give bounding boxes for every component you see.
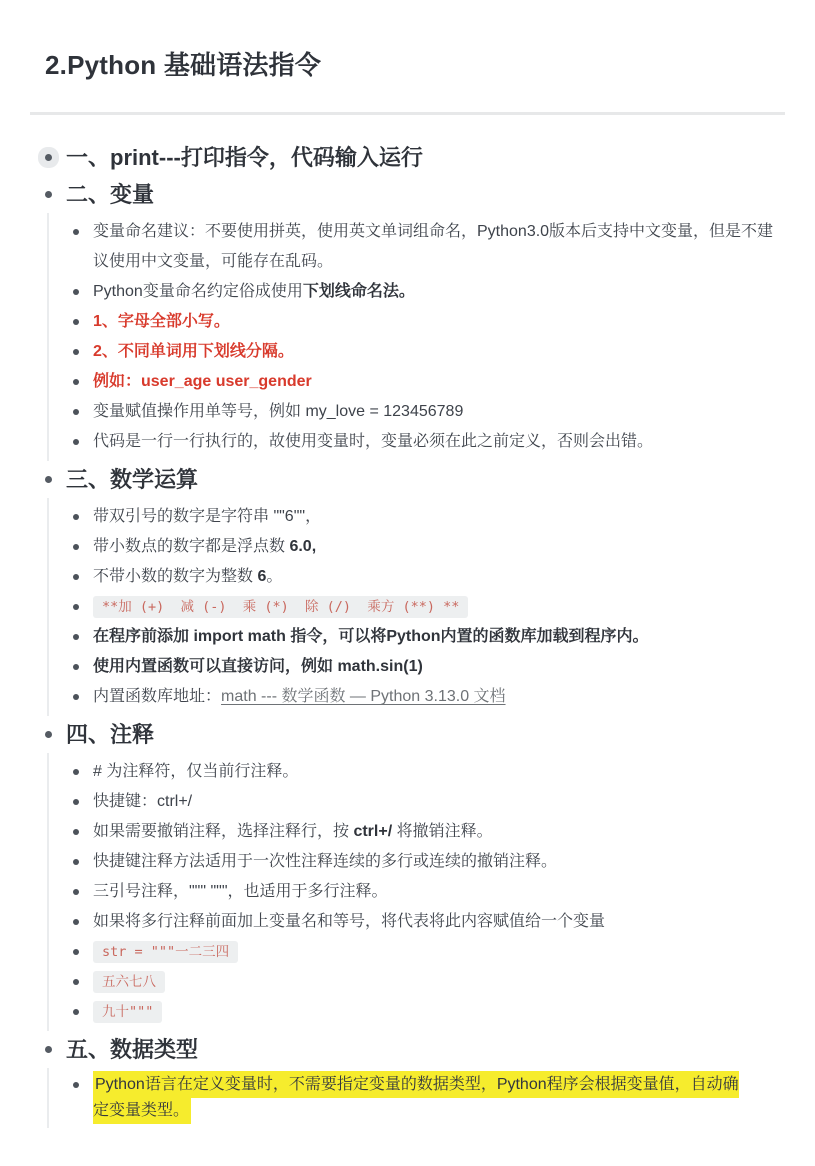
heading-label: 五、数据类型 xyxy=(66,1037,199,1062)
text-run: 快捷键：ctrl+/ xyxy=(93,793,193,810)
text-run: 带小数点的数字都是浮点数 xyxy=(93,538,290,555)
text-run: 将撤销注释。 xyxy=(392,823,493,840)
text-run: 下划线命名法。 xyxy=(302,283,415,300)
list-item xyxy=(49,592,785,622)
heading-label: 四、注释 xyxy=(66,722,155,747)
text-run: 6.0, xyxy=(289,538,317,555)
bullet-icon xyxy=(30,191,66,198)
outline-heading xyxy=(30,716,785,753)
text-run: 不带小数的数字为整数 xyxy=(93,568,258,585)
list-item xyxy=(49,682,785,712)
inline-code: str = """一二三四 xyxy=(93,941,238,963)
toggle-bullet-icon[interactable] xyxy=(30,154,66,161)
text-run: 三引号注释，""" """，也适用于多行注释。 xyxy=(93,883,388,900)
bullet-icon xyxy=(30,731,66,738)
outline-heading xyxy=(30,176,785,213)
list-item xyxy=(49,967,785,997)
list-item xyxy=(49,757,785,787)
list-item xyxy=(49,907,785,937)
heading-label: 三、数学运算 xyxy=(66,467,199,492)
text-run: ctrl+/ xyxy=(353,823,393,840)
list-item xyxy=(49,397,785,427)
list-item xyxy=(49,1072,747,1124)
text-run: 快捷键注释方法适用于一次性注释连续的多行或连续的撤销注释。 xyxy=(93,853,558,870)
bullet-dot xyxy=(45,731,52,738)
list-item xyxy=(49,307,785,337)
text-run: 如果将多行注释前面加上变量名和等号，将代表将此内容赋值给一个变量 xyxy=(93,913,606,930)
list-item xyxy=(49,787,785,817)
sub-list xyxy=(47,498,785,716)
text-run: 变量命名建议：不要使用拼英，使用英文单词组命名，Python3.0版本后支持中文变量，但是不建议使用中文变量，可能存在乱码。 xyxy=(93,223,774,270)
horizontal-divider xyxy=(30,112,785,115)
highlighted-text: Python语言在定义变量时，不需要指定变量的数据类型，Python程序会根据变量值，自动确定变量类型。 xyxy=(93,1071,739,1124)
list-item xyxy=(49,427,785,457)
list-item xyxy=(49,562,785,592)
heading-label: 二、变量 xyxy=(66,182,155,207)
text-run: 。 xyxy=(266,568,283,585)
list-item xyxy=(49,277,785,307)
bullet-dot xyxy=(45,191,52,198)
text-run: 6 xyxy=(257,568,267,585)
list-item xyxy=(49,652,785,682)
bullet-dot xyxy=(45,154,52,161)
inline-code: 五六七八 xyxy=(93,971,165,993)
bullet-icon xyxy=(30,476,66,483)
list-item xyxy=(49,847,785,877)
list-item xyxy=(49,502,785,532)
outline-heading xyxy=(30,461,785,498)
text-run: Python变量命名约定俗成使用 xyxy=(93,283,303,300)
document-page xyxy=(0,47,815,1128)
text-run: # 为注释符，仅当前行注释。 xyxy=(93,763,299,780)
text-run: 使用内置函数可以直接访问，例如 math.sin(1) xyxy=(93,658,423,675)
text-run: 如果需要撤销注释，选择注释行，按 xyxy=(93,823,354,840)
inline-code: 九十""" xyxy=(93,1001,162,1023)
inline-code: **加 (+) 减 (-) 乘 (*) 除 (/) 乘方 (**) ** xyxy=(93,596,468,618)
list-item xyxy=(49,532,785,562)
outline-heading xyxy=(30,1031,785,1068)
text-run: 代码是一行一行执行的，故使用变量时，变量必须在此之前定义，否则会出错。 xyxy=(93,433,654,450)
list-item xyxy=(49,937,785,967)
text-run: 在程序前添加 import math 指令，可以将Python内置的函数库加载到程序内。 xyxy=(93,628,649,645)
list-item xyxy=(49,997,785,1027)
outline xyxy=(30,139,785,1128)
sub-list xyxy=(47,1068,785,1128)
text-run: 2、不同单词用下划线分隔。 xyxy=(93,343,294,360)
page-title: 2.Python 基础语法指令 xyxy=(45,50,322,80)
list-item xyxy=(49,877,785,907)
text-run: 内置函数库地址： xyxy=(93,688,222,705)
text-run: 1、字母全部小写。 xyxy=(93,313,230,330)
text-run: 带双引号的数字是字符串 ""6""， xyxy=(93,508,322,525)
text-run: 变量赋值操作用单等号，例如 my_love = 123456789 xyxy=(93,403,464,420)
sub-list xyxy=(47,753,785,1031)
sub-list xyxy=(47,213,785,461)
list-item xyxy=(49,817,785,847)
bullet-dot xyxy=(45,476,52,483)
list-item xyxy=(49,622,785,652)
bullet-icon xyxy=(30,1046,66,1053)
bullet-dot xyxy=(45,1046,52,1053)
text-run: 例如：user_age user_gender xyxy=(93,373,312,390)
list-item xyxy=(49,367,785,397)
list-item xyxy=(49,337,785,367)
heading-label: 一、print---打印指令，代码输入运行 xyxy=(66,145,423,170)
outline-heading xyxy=(30,139,785,176)
doc-link[interactable]: math --- 数学函数 — Python 3.13.0 文档 xyxy=(221,688,506,705)
list-item xyxy=(49,217,785,277)
